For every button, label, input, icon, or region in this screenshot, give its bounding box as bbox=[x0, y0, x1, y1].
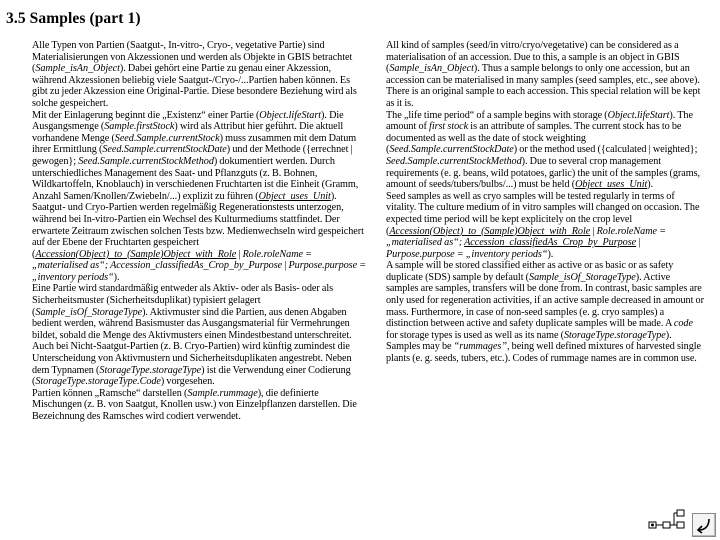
text-run: Saatgut- und Cryo-Partien werden regelmäßig Regenerationstests unterzogen, während bei In-vitro-Partien ein Wechsel des Kulturmediums stattfindet. Der erwartete Zeitraum zwischen solchen Tests bzw. Medienwechseln wird gespeichert auf der Ebene der Fruchtarten gespeichert ( bbox=[32, 202, 364, 260]
text-run: ) und der Methode ({errechnet | gewogen}; bbox=[32, 144, 353, 167]
text-run: ). The amount of bbox=[386, 109, 693, 133]
text-run: ). bbox=[665, 329, 672, 341]
text-run: ). bbox=[330, 190, 337, 202]
text-run: ). bbox=[113, 271, 120, 283]
left-paragraph-4 bbox=[32, 283, 367, 387]
text-run: for storage types is used as well as its name ( bbox=[386, 329, 564, 341]
text-run: is an attribute of samples. The current stock has to be documented as well as the date of stock weighting ( bbox=[386, 121, 682, 156]
attribute-term: first stock bbox=[429, 121, 469, 133]
attribute-term: Sample_isAn_Object bbox=[389, 63, 474, 75]
text-run: Partien können „Ramsche“ darstellen ( bbox=[32, 387, 188, 399]
attribute-term: Object.lifeStart bbox=[259, 109, 322, 121]
attribute-term: Seed.Sample.currentStockMethod bbox=[78, 155, 214, 167]
relation-link[interactable]: Accession(Object)_to_(Sample)Object_with_Role bbox=[35, 248, 237, 260]
attribute-term: Object.lifeStart bbox=[607, 109, 670, 121]
text-run: Eine Partie wird standardmäßig entweder als Aktiv- oder als Basis- oder als Sicherheitsmuster (Sicherheitsduplikat) typisiert gelagert ( bbox=[32, 283, 334, 318]
text-run: ). Aktivmuster sind die Partien, aus denen Abgaben bedient werden, während Basismuster das Ausgangsmaterial für Vermehrungen bildet, sobald die Menge des Aktivmusters einen Mindestbestand unterschreitet. Auch bei Nicht-Saatgut-Partien (z. B. Cryo-Partien) wird künftig zumindest die Unterscheidung von Aktivmustern und Sicherheitsduplikaten angestrebt. Neben dem Typnamen ( bbox=[32, 306, 352, 376]
page-title: 3.5 Samples (part 1) bbox=[6, 10, 141, 27]
text-run: ) wird als Attribut hier geführt. Die aktuell vorhandene Menge ( bbox=[32, 121, 344, 144]
attribute-term: StorageType.storageType bbox=[563, 329, 666, 341]
left-paragraph-1 bbox=[32, 40, 367, 110]
relation-link[interactable]: Object_uses_Unit bbox=[258, 190, 331, 202]
text-run: | bbox=[236, 248, 243, 260]
text-run: ). Die Ausgangsmenge ( bbox=[32, 109, 344, 133]
back-return-icon[interactable] bbox=[692, 513, 716, 537]
attribute-term: Sample_isOf_StorageType bbox=[529, 271, 636, 283]
left-paragraph-2 bbox=[32, 110, 367, 203]
text-run: Samples may be bbox=[386, 341, 454, 353]
attribute-term: Sample.rummage bbox=[187, 387, 258, 399]
relation-link[interactable]: Accession_classifiedAs_Crop_by_Purpose bbox=[464, 237, 637, 249]
left-paragraph-3 bbox=[32, 202, 367, 283]
attribute-term: Purpose.purpose = „inventory periods“ bbox=[32, 260, 367, 283]
text-run: ), die definierte Mischungen (z. B. von Saatgut, Knollen usw.) von Einzelpflanzen darstellen. Die Bezeichnung des Ramsches wird codiert verwendet. bbox=[32, 387, 357, 422]
text-run: All kind of samples (seed/in vitro/cryo/vegetative) can be considered as a materialisation of an accession. Due to this, a sample is an object in GBIS ( bbox=[386, 40, 680, 75]
attribute-term: code bbox=[673, 318, 693, 330]
text-run: ) vorgesehen. bbox=[160, 376, 215, 388]
text-run: ). Active samples are samples, transfers will be done from. In contrast, basic samples are only used for regeneration activities, if an active sample decreased in amount or mass. Furthermore, in case of non-seed samples (e. g. cryo samples) a distinction between active and safety duplicate samples will be made. A bbox=[386, 271, 704, 330]
attribute-term: Seed.Sample.currentStockMethod bbox=[386, 155, 522, 167]
text-run: ). Thus a sample belongs to only one accession, but an accession can be materialised in many samples (seed samples, etc., see above). There is an original sample to each accession. This special relation will be kept as it is. bbox=[386, 63, 701, 109]
text-run: ). bbox=[647, 179, 654, 191]
text-run: ). Dabei gehört eine Partie zu genau einer Akzession, während Akzessionen beliebig viele Saatgut-/Cryo-/...Partien haben können. Es gibt zu jeder Akzession eine Original-Partie. Diese besondere Beziehung wird als solche gespeichert. bbox=[32, 63, 357, 109]
left-paragraph-5 bbox=[32, 388, 367, 423]
right-paragraph-2 bbox=[386, 110, 704, 191]
attribute-term: Sample_isAn_Object bbox=[35, 63, 120, 75]
text-run: ). Due to several crop management requirements (e. g. beans, wild potatoes, garlic) the unit of the samples (grams, amount of seeds/tubers/bulbs/...) must be held ( bbox=[386, 155, 701, 191]
text-run: ) dokumentiert werden. Durch unterschiedliches Management des Saat- und Pflanzguts (z. B. Bohnen, Wildkartoffeln, Knoblauch) in verschiedenen Fruchtarten ist die Einheit (Gramm, Anzahl Samen/Knollen/Zwiebeln/...) explizit zu führen ( bbox=[32, 155, 359, 202]
text-run: ) ist die Verwendung einer Codierung ( bbox=[32, 364, 351, 388]
attribute-term: Role.roleName = „materialised as“; Accession_classifiedAs_Crop_by_Purpose bbox=[32, 248, 312, 272]
german-text-column bbox=[32, 40, 367, 423]
text-run: | bbox=[282, 260, 289, 272]
attribute-term: Role.roleName = „materialised as“; bbox=[386, 225, 666, 249]
english-text-column bbox=[386, 40, 704, 365]
text-run: | bbox=[590, 225, 597, 237]
attribute-term: “rummages” bbox=[453, 341, 507, 353]
text-run: ) muss zusammen mit dem Datum ihrer Ermittlung ( bbox=[32, 132, 357, 156]
text-run: A sample will be stored classified either as active or as basic or as safety duplicate (SDS) sample by default ( bbox=[386, 260, 674, 283]
relation-link[interactable]: Accession(Object)_to_(Sample)Object_with_Role bbox=[389, 225, 591, 237]
text-run: Seed samples as well as cryo samples will be tested regularly in terms of vitality. The culture medium of in vitro samples will changed on occasion. The expected time period will be kept explicitely on the crop level ( bbox=[386, 190, 700, 237]
text-run: | bbox=[636, 237, 641, 249]
attribute-term: StorageType.storageType.Code bbox=[35, 376, 161, 388]
attribute-term: Sample.firstStock bbox=[104, 121, 175, 133]
right-paragraph-4 bbox=[386, 260, 704, 341]
right-paragraph-5 bbox=[386, 341, 704, 364]
right-paragraph-1 bbox=[386, 40, 704, 110]
text-run: , being well defined mixtures of harvested single plants (e. g. seeds, tubers, etc.). Codes of rummage names are in common use. bbox=[386, 341, 702, 365]
text-run: The „life time period“ of a sample begins with storage ( bbox=[386, 109, 608, 121]
attribute-term: Seed.Sample.currentStock bbox=[114, 132, 220, 144]
attribute-term: Purpose.purpose = „inventory periods“ bbox=[386, 248, 548, 260]
attribute-term: Sample_isOf_StorageType bbox=[35, 306, 143, 318]
diagram-icon[interactable] bbox=[648, 508, 686, 537]
attribute-term: StorageType.storageType bbox=[99, 364, 202, 376]
text-run: ) or the method used ({calculated | weighted}; bbox=[513, 144, 698, 156]
attribute-term: Seed.Sample.currentStockDate bbox=[102, 144, 227, 156]
right-paragraph-3 bbox=[386, 191, 704, 261]
text-run: ). bbox=[547, 248, 554, 260]
text-run: Mit der Einlagerung beginnt die „Existenz“ einer Partie ( bbox=[32, 109, 260, 121]
attribute-term: Seed.Sample.currentStockDate bbox=[389, 144, 514, 156]
relation-link[interactable]: Object_uses_Unit bbox=[575, 179, 648, 191]
navigation-icons bbox=[648, 508, 716, 537]
text-run: Alle Typen von Partien (Saatgut-, In-vitro-, Cryo-, vegetative Partie) sind Materialisierungen von Akzessionen und werden als Objekte in GBIS betrachtet ( bbox=[32, 40, 353, 75]
